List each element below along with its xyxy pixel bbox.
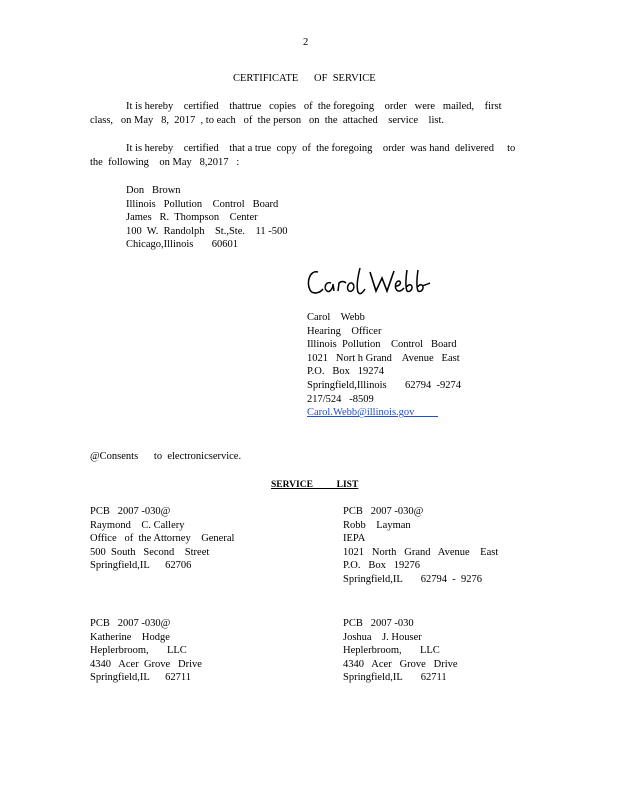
signature-line: 217/524 -8509	[307, 393, 374, 405]
service-entry-line: Springfield,IL 62711	[90, 672, 192, 684]
service-entry-line: Robb Layman	[343, 519, 411, 531]
recipient-line: Don Brown	[126, 185, 181, 196]
service-entry-line: Springfield,IL 62706	[90, 560, 192, 572]
recipient-line: Illinois Pollution Control Board	[126, 198, 279, 210]
service-entry-line: Springfield,IL 62711	[343, 672, 447, 684]
signature-line: Carol Webb	[307, 312, 365, 323]
recipient-address	[126, 184, 288, 252]
service-list-heading: SERVICE LIST	[271, 480, 359, 490]
service-entry-line: Office of the Attorney General	[90, 533, 235, 545]
consent-note: @Consents to electronicservice.	[90, 451, 242, 462]
service-entry-callery	[90, 505, 234, 573]
service-entry-line: Heplerbroom, LLC	[343, 645, 440, 657]
recipient-line: 100 W. Randolph St.,Ste. 11 -500	[126, 225, 288, 237]
signature-line: P.O. Box 19274	[307, 366, 385, 378]
service-entry-line: 500 South Second Street	[90, 546, 210, 558]
paragraph-hand-delivered-line-1: It is hereby certified that a true copy of the foregoing order was hand delivered to	[126, 143, 516, 154]
recipient-line: Chicago,Illinois 60601	[126, 239, 238, 251]
service-entry-line: PCB 2007 -030@	[90, 506, 171, 517]
service-entry-line: Joshua J. Houser	[343, 631, 422, 643]
hearing-officer-signature-block	[307, 311, 461, 420]
service-entry-line: PCB 2007 -030@	[90, 618, 171, 629]
service-entry-line: PCB 2007 -030@	[343, 506, 424, 517]
service-entry-line: P.O. Box 19276	[343, 560, 421, 572]
email-link[interactable]: Carol.Webb@illinois.gov	[307, 407, 415, 419]
signature-line: Springfield,Illinois 62794 -9274	[307, 379, 461, 391]
recipient-line: James R. Thompson Center	[126, 212, 258, 224]
certificate-title: CERTIFICATE OF SERVICE	[233, 73, 376, 84]
service-entry-line: Heplerbroom, LLC	[90, 645, 187, 657]
paragraph-mailed-line-2: class, on May 8, 2017 , to each of the person on the attached service list.	[90, 115, 444, 126]
service-entry-line: IEPA	[343, 533, 366, 545]
signature-line: 1021 Nort h Grand Avenue East	[307, 352, 460, 364]
signature-line: Illinois Pollution Control Board	[307, 339, 457, 351]
service-entry-line: Springfield,IL 62794 - 9276	[343, 573, 483, 585]
paragraph-mailed-line-1: It is hereby certified thattrue copies of the foregoing order were mailed, first	[126, 101, 502, 112]
service-entry-layman	[343, 505, 498, 587]
service-entry-line: 4340 Acer Grove Drive	[343, 658, 458, 670]
handwritten-signature	[304, 262, 434, 302]
signature-line: Hearing Officer	[307, 325, 382, 337]
service-entry-line: Katherine Hodge	[90, 631, 170, 643]
service-entry-line: 4340 Acer Grove Drive	[90, 658, 202, 670]
service-entry-houser	[343, 617, 458, 685]
page-number: 2	[303, 37, 309, 48]
service-entry-hodge	[90, 617, 202, 685]
service-entry-line: 1021 North Grand Avenue East	[343, 546, 499, 558]
service-entry-line: Raymond C. Callery	[90, 519, 185, 531]
paragraph-hand-delivered-line-2: the following on May 8,2017 :	[90, 157, 240, 168]
service-entry-line: PCB 2007 -030	[343, 618, 414, 629]
